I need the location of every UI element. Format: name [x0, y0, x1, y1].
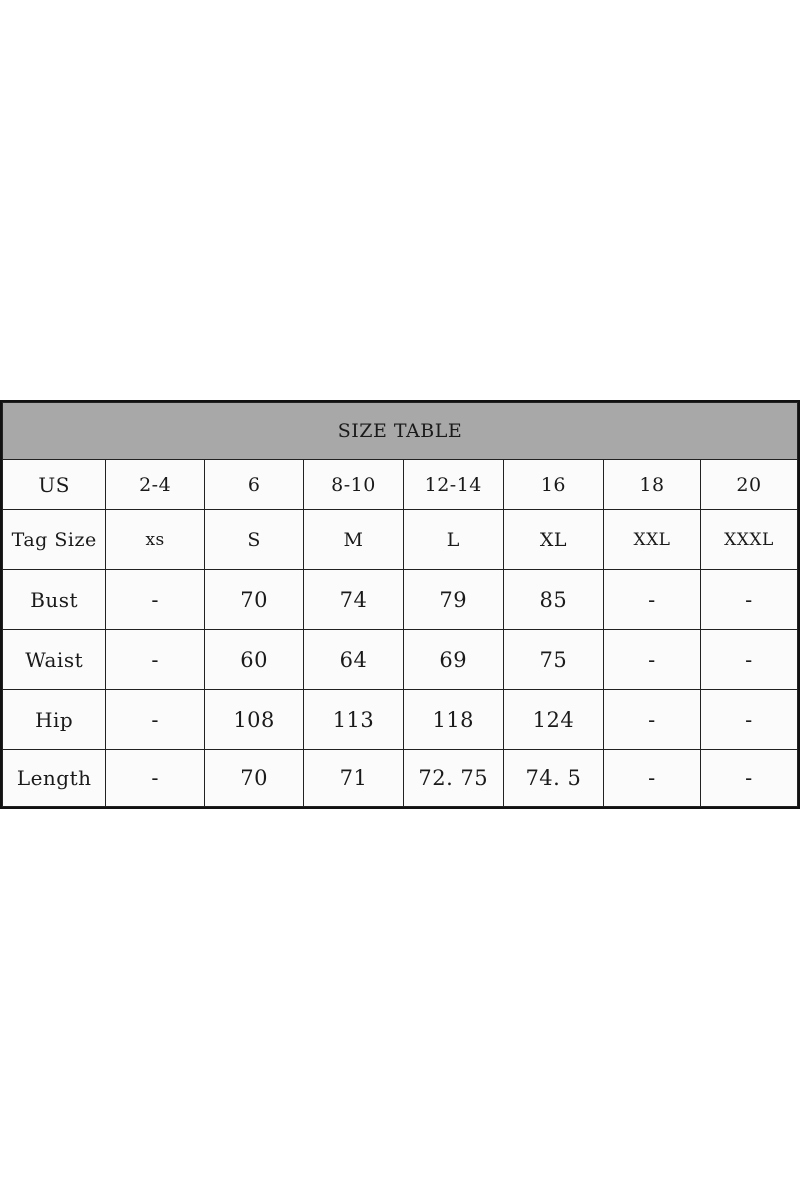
cell-bust-4: 79 [403, 570, 503, 630]
cell-tag-7: XXXL [700, 510, 797, 570]
cell-length-3: 71 [304, 750, 403, 807]
cell-us-4: 12-14 [403, 460, 503, 510]
row-label-tag-size: Tag Size [3, 510, 106, 570]
cell-tag-5: XL [503, 510, 603, 570]
cell-bust-5: 85 [503, 570, 603, 630]
cell-us-7: 20 [700, 460, 797, 510]
cell-hip-2: 108 [204, 690, 303, 750]
cell-waist-2: 60 [204, 630, 303, 690]
cell-us-1: 2-4 [106, 460, 205, 510]
cell-hip-6: - [603, 690, 700, 750]
cell-us-3: 8-10 [304, 460, 403, 510]
cell-hip-1: - [106, 690, 205, 750]
table-row [3, 510, 798, 570]
table-row [3, 750, 798, 807]
cell-length-6: - [603, 750, 700, 807]
table-row [3, 570, 798, 630]
cell-bust-7: - [700, 570, 797, 630]
cell-tag-4: L [403, 510, 503, 570]
row-label-length: Length [3, 750, 106, 807]
cell-waist-7: - [700, 630, 797, 690]
cell-length-5: 74. 5 [503, 750, 603, 807]
cell-length-2: 70 [204, 750, 303, 807]
cell-length-1: - [106, 750, 205, 807]
size-table [2, 402, 798, 807]
cell-bust-1: - [106, 570, 205, 630]
cell-waist-5: 75 [503, 630, 603, 690]
cell-us-2: 6 [204, 460, 303, 510]
cell-length-4: 72. 75 [403, 750, 503, 807]
table-row [3, 460, 798, 510]
row-label-waist: Waist [3, 630, 106, 690]
cell-hip-3: 113 [304, 690, 403, 750]
cell-length-7: - [700, 750, 797, 807]
cell-tag-3: M [304, 510, 403, 570]
cell-waist-6: - [603, 630, 700, 690]
row-label-bust: Bust [3, 570, 106, 630]
table-title-row [3, 403, 798, 460]
cell-bust-6: - [603, 570, 700, 630]
cell-bust-3: 74 [304, 570, 403, 630]
cell-waist-1: - [106, 630, 205, 690]
cell-bust-2: 70 [204, 570, 303, 630]
row-label-hip: Hip [3, 690, 106, 750]
cell-tag-1: xs [106, 510, 205, 570]
size-table-title: SIZE TABLE [3, 403, 798, 460]
cell-us-5: 16 [503, 460, 603, 510]
cell-tag-2: S [204, 510, 303, 570]
row-label-us: US [3, 460, 106, 510]
cell-tag-6: XXL [603, 510, 700, 570]
table-row [3, 630, 798, 690]
cell-hip-5: 124 [503, 690, 603, 750]
table-row [3, 690, 798, 750]
cell-hip-7: - [700, 690, 797, 750]
cell-hip-4: 118 [403, 690, 503, 750]
cell-us-6: 18 [603, 460, 700, 510]
cell-waist-3: 64 [304, 630, 403, 690]
size-table-container [0, 400, 800, 809]
cell-waist-4: 69 [403, 630, 503, 690]
